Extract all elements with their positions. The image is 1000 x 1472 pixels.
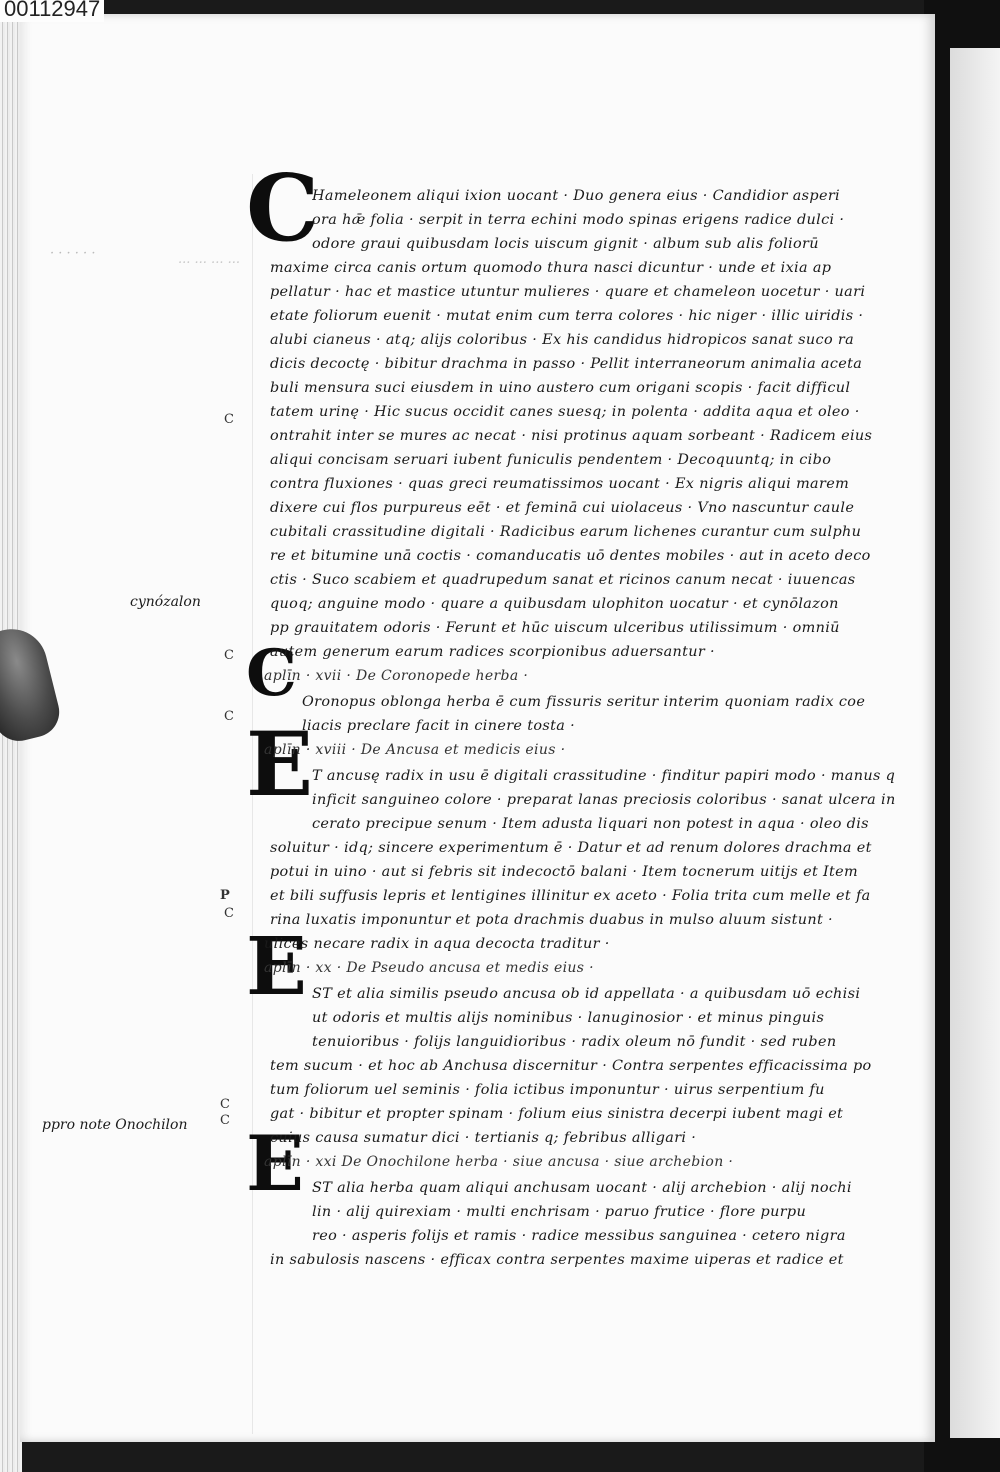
decorated-initial-c: C [246, 636, 297, 711]
text-line: rina luxatis imponuntur et pota drachmis duabus in mulso aluum sistunt · [270, 912, 833, 928]
decorated-initial-e: E [246, 1119, 304, 1208]
chapter-rubric: aplīn · xvii · De Coronopede herba · [264, 668, 529, 684]
text-line: Oronopus oblonga herba ē cum fissuris seritur interim quoniam radix coe [302, 694, 866, 710]
paragraph-mark: C [224, 709, 234, 724]
text-line: ut odoris et multis alijs nominibus · lanuginosior · et minus pinguis [312, 1010, 825, 1026]
text-line: in sabulosis nascens · efficax contra serpentes maxime uiperas et radice et [270, 1252, 844, 1268]
text-line: autem generum earum radices scorpionibus aduersantur · [270, 644, 715, 660]
paragraph-mark: C [224, 906, 234, 921]
bleed-through-text: ... ... ... ... [178, 252, 240, 267]
text-line: Hameleonem aliqui ixion uocant · Duo genera eius · Candidior asperi [312, 188, 841, 204]
text-line: ontrahit inter se mures ac necat · nisi protinus aquam sorbeant · Radicem eius [270, 428, 873, 444]
text-line: cerato precipue senum · Item adusta liquari non potest in aqua · oleo dis [312, 816, 869, 832]
text-line: potui in uino · aut si febris sit indecoctō balani · Item tocnerum uitijs et Item [270, 864, 859, 880]
text-line: pellatur · hac et mastice utuntur mulieres · quare et chameleon uocetur · uari [270, 284, 866, 300]
decorated-initial-c: C [246, 154, 320, 262]
margin-note-cynozalon: cynózalon [130, 594, 201, 610]
text-line: contra fluxiones · quas greci reumatissimos uocant · Ex nigris aliqui marem [270, 476, 850, 492]
bleed-through-text: · · · · · · [50, 246, 96, 261]
paragraph-mark: C [224, 412, 234, 427]
text-line: ora hǣ folia · serpit in terra echini modo spinas erigens radice dulci · [312, 212, 845, 228]
text-line: aliqui concisam seruari iubent funiculis pendentem · Decoquuntq; in cibo [270, 452, 832, 468]
text-line: ST et alia similis pseudo ancusa ob id appellata · a quibusdam uō echisi [312, 986, 861, 1002]
text-line: ulices necare radix in aqua decocta traditur · [264, 936, 610, 952]
text-line: dixere cui flos purpureus eēt · et feminā cui uiolaceus · Vno nascuntur caule [270, 500, 855, 516]
text-line: maxime circa canis ortum quomodo thura nasci dicuntur · unde et ixia ap [270, 260, 832, 276]
text-line: re et bitumine unā coctis · comanducatis uō dentes mobiles · aut in aceto deco [270, 548, 871, 564]
margin-note-onochilon: ppro note Onochilon [42, 1117, 188, 1133]
text-line: T ancusę radix in usu ē digitali crassitudine · finditur papiri modo · manus q [312, 768, 896, 784]
chapter-rubric: aplīn · xviii · De Ancusa et medicis eius · [264, 742, 566, 758]
text-line: pp grauitatem odoris · Ferunt et hūc uiscum ulceribus utilissimum · omniū [270, 620, 840, 636]
manuscript-page [20, 14, 935, 1442]
text-line: liacis preclare facit in cinere tosta · [302, 718, 576, 734]
text-line: tum foliorum uel seminis · folia ictibus imponuntur · uirus serpentium fu [270, 1082, 825, 1098]
decorated-initial-e: E [246, 712, 314, 816]
text-line: odore graui quibusdam locis uiscum gignit · album sub alis foliorū [312, 236, 819, 252]
paragraph-mark: P [220, 888, 230, 903]
chapter-rubric: aplīn · xxi De Onochilone herba · siue ancusa · siue archebion · [264, 1154, 734, 1170]
text-line: dicis decoctę · bibitur drachma in passo · Pellit interraneorum animalia aceta [270, 356, 863, 372]
next-page-edge [950, 48, 1000, 1438]
paragraph-mark: C [220, 1113, 230, 1128]
text-line: etate foliorum euenit · mutat enim cum terra colores · hic niger · illic uiridis · [270, 308, 864, 324]
text-line: lin · alij quirexiam · multi enchrisam · paruo frutice · flore purpu [312, 1204, 807, 1220]
reference-number: 00112947 [0, 0, 104, 22]
decorated-initial-e: E [246, 919, 307, 1013]
text-line: ctis · Suco scabiem et quadrupedum sanat et ricinos canum necat · iuuencas [270, 572, 856, 588]
text-line: cubitali crassitudine digitali · Radicibus earum lichenes curantur cum sulphu [270, 524, 862, 540]
text-line: cuius causa sumatur dici · tertianis q; febribus alligari · [270, 1130, 697, 1146]
text-line: inficit sanguineo colore · preparat lanas preciosis coloribus · sanat ulcera in [312, 792, 896, 808]
text-line: tatem urinę · Hic sucus occidit canes suesq; in polenta · addita aqua et oleo · [270, 404, 860, 420]
text-line: ST alia herba quam aliqui anchusam uocant · alij archebion · alij nochi [312, 1180, 852, 1196]
text-line: et bili suffusis lepris et lentigines illinitur ex aceto · Folia trita cum melle et fa [270, 888, 871, 904]
chapter-rubric: aplīn · xx · De Pseudo ancusa et medis eius · [264, 960, 594, 976]
text-line: tem sucum · et hoc ab Anchusa discernitur · Contra serpentes efficacissima po [270, 1058, 872, 1074]
text-line: soluitur · idq; sincere experimentum ē · Datur et ad renum dolores drachma et [270, 840, 872, 856]
text-line: alubi cianeus · atq; alijs coloribus · Ex his candidus hidropicos sanat suco ra [270, 332, 855, 348]
text-line: gat · bibitur et propter spinam · folium eius sinistra decerpi iubent magi et [270, 1106, 844, 1122]
text-line: tenuioribus · folijs languidioribus · radix oleum nō fundit · sed ruben [312, 1034, 837, 1050]
text-line: reo · asperis folijs et ramis · radice messibus sanguinea · cetero nigra [312, 1228, 846, 1244]
paragraph-mark: C [224, 648, 234, 663]
text-line: quoq; anguine modo · quare a quibusdam ulophiton uocatur · et cynōlazon [270, 596, 839, 612]
paragraph-mark: C [220, 1097, 230, 1112]
text-line: buli mensura suci eiusdem in uino austero cum origani scopis · facit difficul [270, 380, 851, 396]
